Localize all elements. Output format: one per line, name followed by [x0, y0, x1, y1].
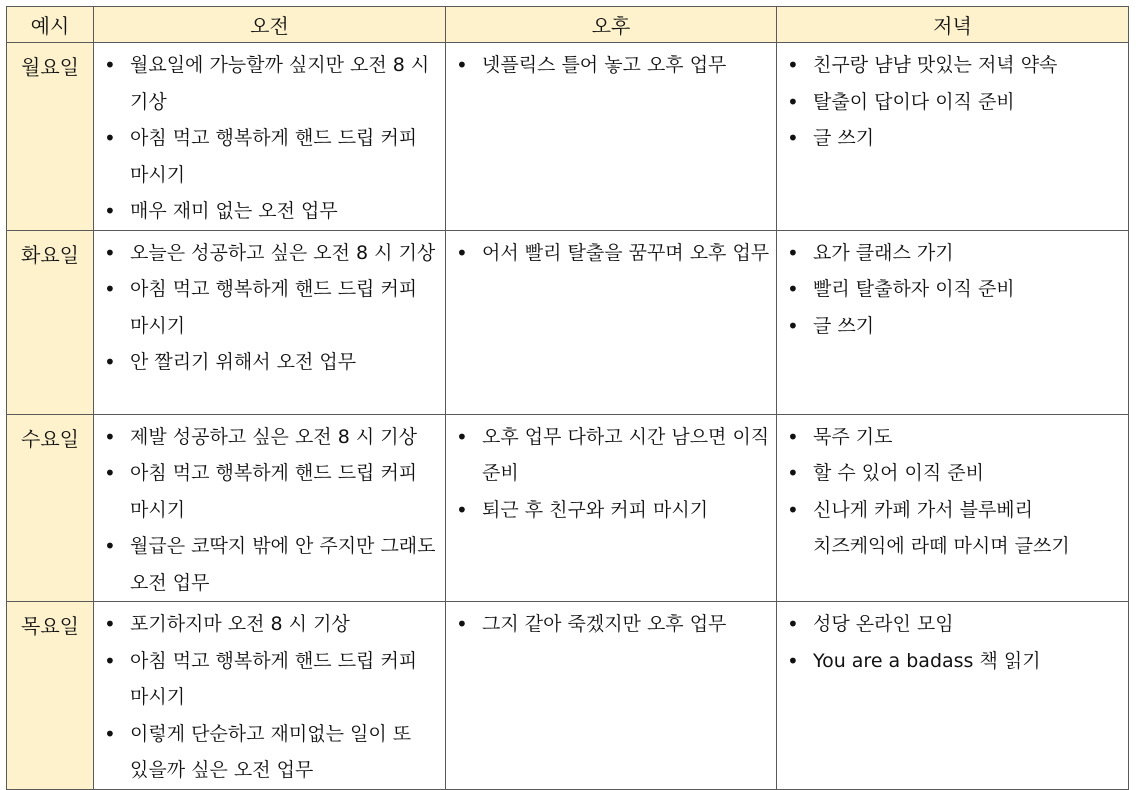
table-row [7, 602, 1129, 790]
schedule-body [7, 43, 1129, 790]
list-item: • 빨리 탈출하자 이직 준비 [787, 271, 1122, 308]
morning-cell [94, 230, 446, 414]
list-item: • 퇴근 후 친구와 커피 마시기 [456, 492, 770, 529]
afternoon-list [456, 419, 770, 529]
list-item: • 탈출이 답이다 이직 준비 [787, 84, 1122, 121]
list-item: • 아침 먹고 행복하게 핸드 드립 커피 마시기 [104, 120, 439, 193]
list-item: • 친구랑 냠냠 맛있는 저녁 약속 [787, 47, 1122, 84]
list-item: • 오늘은 성공하고 싶은 오전 8 시 기상 [104, 235, 439, 272]
weekly-schedule-table [6, 6, 1129, 790]
morning-cell [94, 414, 446, 602]
morning-list [104, 606, 439, 789]
afternoon-list [456, 235, 770, 272]
list-item: • 어서 빨리 탈출을 꿈꾸며 오후 업무 [456, 235, 770, 272]
afternoon-cell [446, 230, 777, 414]
table-row [7, 230, 1129, 414]
header-afternoon: 오후 [446, 7, 777, 43]
list-item: • 할 수 있어 이직 준비 [787, 455, 1122, 492]
list-item: • 그지 같아 죽겠지만 오후 업무 [456, 606, 770, 643]
evening-list [787, 419, 1122, 565]
list-item: • 글 쓰기 [787, 308, 1122, 345]
list-item: • 묵주 기도 [787, 419, 1122, 456]
morning-list [104, 235, 439, 381]
morning-cell [94, 602, 446, 790]
evening-list [787, 235, 1122, 345]
evening-cell [777, 43, 1129, 231]
header-evening: 저녁 [777, 7, 1129, 43]
list-item: • 요가 클래스 가기 [787, 235, 1122, 272]
afternoon-list [456, 47, 770, 84]
morning-list [104, 419, 439, 602]
list-item: • 월급은 코딱지 밖에 안 주지만 그래도 오전 업무 [104, 528, 439, 601]
day-label: 화요일 [7, 230, 94, 414]
list-item: • 성당 온라인 모임 [787, 606, 1122, 643]
list-item: • 아침 먹고 행복하게 핸드 드립 커피 마시기 [104, 455, 439, 528]
list-item: • 포기하지마 오전 8 시 기상 [104, 606, 439, 643]
list-item: • 매우 재미 없는 오전 업무 [104, 193, 439, 230]
evening-cell [777, 414, 1129, 602]
day-label: 목요일 [7, 602, 94, 790]
table-row [7, 43, 1129, 231]
morning-list [104, 47, 439, 230]
list-item: • 제발 성공하고 싶은 오전 8 시 기상 [104, 419, 439, 456]
evening-list [787, 47, 1122, 157]
afternoon-cell [446, 602, 777, 790]
afternoon-cell [446, 43, 777, 231]
list-item: • 글 쓰기 [787, 120, 1122, 157]
header-example: 예시 [7, 7, 94, 43]
list-item: • You are a badass 책 읽기 [787, 643, 1122, 680]
table-row [7, 414, 1129, 602]
day-label: 수요일 [7, 414, 94, 602]
afternoon-list [456, 606, 770, 643]
list-item: • 안 짤리기 위해서 오전 업무 [104, 344, 439, 381]
morning-cell [94, 43, 446, 231]
evening-cell [777, 230, 1129, 414]
list-item: • 월요일에 가능할까 싶지만 오전 8 시 기상 [104, 47, 439, 120]
list-item: • 아침 먹고 행복하게 핸드 드립 커피 마시기 [104, 271, 439, 344]
list-item: • 신나게 카페 가서 블루베리 치즈케익에 라떼 마시며 글쓰기 [787, 492, 1122, 565]
evening-cell [777, 602, 1129, 790]
header-morning: 오전 [94, 7, 446, 43]
list-item: • 넷플릭스 틀어 놓고 오후 업무 [456, 47, 770, 84]
day-label: 월요일 [7, 43, 94, 231]
list-item: • 이렇게 단순하고 재미없는 일이 또 있을까 싶은 오전 업무 [104, 716, 439, 789]
afternoon-cell [446, 414, 777, 602]
header-row [7, 7, 1129, 43]
list-item: • 아침 먹고 행복하게 핸드 드립 커피 마시기 [104, 643, 439, 716]
evening-list [787, 606, 1122, 679]
list-item: • 오후 업무 다하고 시간 남으면 이직 준비 [456, 419, 770, 492]
